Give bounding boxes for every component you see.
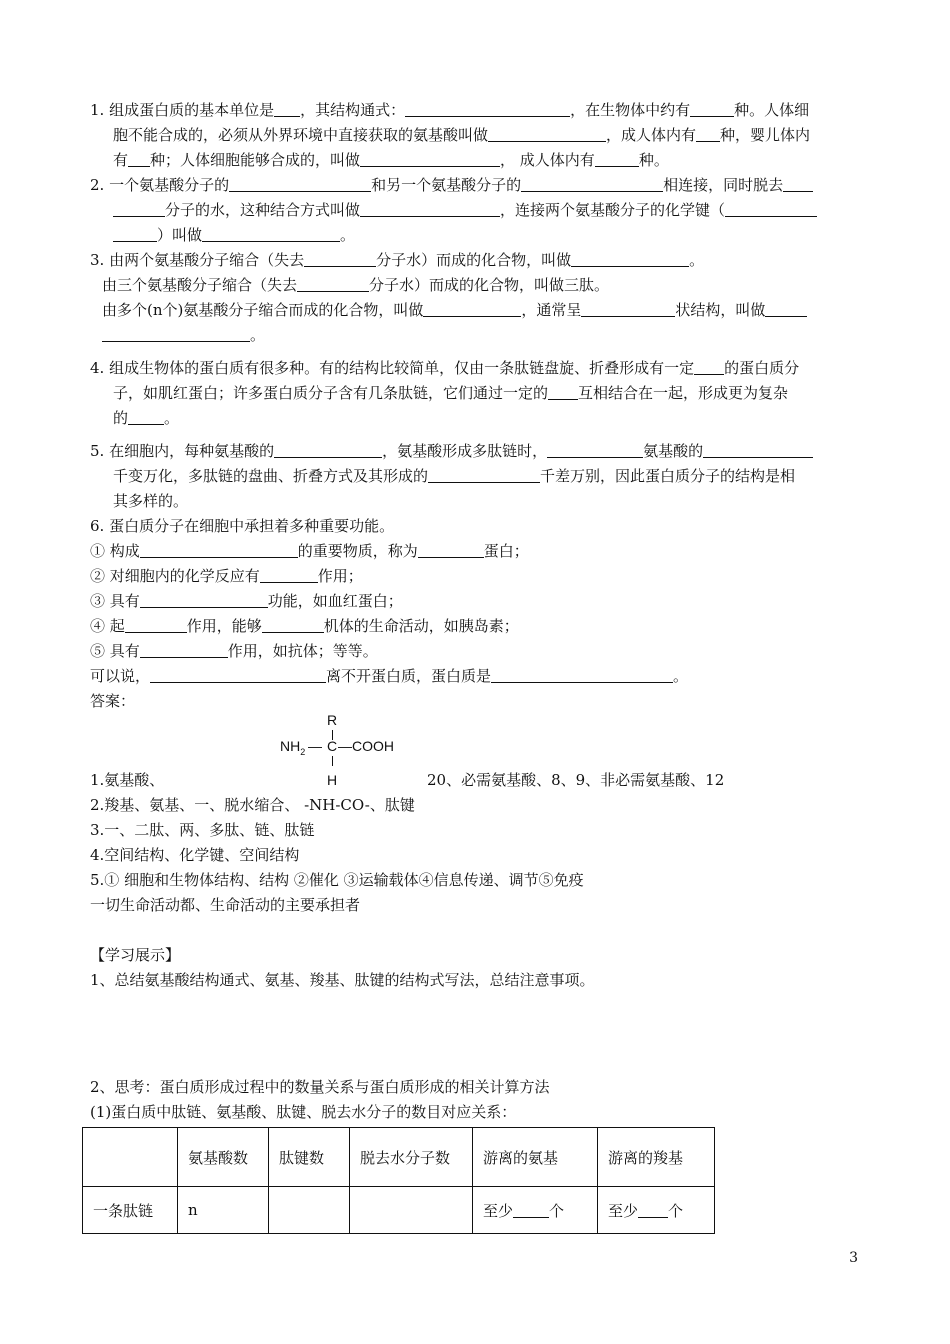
table-cell[interactable] [269, 1187, 350, 1234]
blank[interactable] [703, 441, 813, 458]
blank[interactable] [491, 666, 673, 683]
blank[interactable] [423, 300, 521, 317]
question-6-item-5: ⑤ 具有 作用，如抗体；等等。 [90, 642, 378, 660]
amino-acid-formula [90, 714, 865, 768]
blank[interactable] [405, 100, 570, 117]
blank[interactable] [581, 300, 675, 317]
blank[interactable] [274, 100, 300, 117]
blank[interactable] [113, 200, 165, 217]
question-6-item-3: ③ 具有 功能，如血红蛋白； [90, 592, 403, 610]
blank[interactable] [571, 250, 689, 267]
blank[interactable] [638, 1201, 668, 1218]
table-header-cell: 脱去水分子数 [350, 1128, 473, 1187]
section-question-2: 2、思考：蛋白质形成过程中的数量关系与蛋白质形成的相关计算方法 [90, 1078, 550, 1096]
formula-cooh: —COOH [338, 738, 394, 754]
section-question-1: 1、总结氨基酸结构通式、氨基、羧基、肽键的结构式写法，总结注意事项。 [90, 971, 595, 989]
blank[interactable] [274, 441, 382, 458]
question-3: 3. 由两个氨基酸分子缩合（失去 分子水）而成的化合物，叫做 。 [90, 251, 705, 269]
table-cell: 一条肽链 [83, 1187, 178, 1234]
blank[interactable] [140, 641, 228, 658]
formula-r: R [327, 712, 338, 728]
blank[interactable] [690, 100, 734, 117]
blank[interactable] [595, 150, 639, 167]
table-header-cell [83, 1128, 178, 1187]
blank[interactable] [125, 616, 187, 633]
table-cell: 至少 个 [598, 1187, 715, 1234]
blank[interactable] [140, 541, 298, 558]
formula-nh2: $NH_2$ [280, 738, 306, 757]
document-page [90, 98, 865, 1234]
blank[interactable] [229, 175, 371, 192]
blank[interactable] [521, 175, 663, 192]
question-6-summary: 可以说， 离不开蛋白质，蛋白质是 。 [90, 667, 689, 685]
question-4: 4. 组成生物体的蛋白质有很多种。有的结构比较简单，仅由一条肽链盘旋、折叠形成有一定 的蛋白质分 子，如肌红蛋白；许多蛋白质分子含有几条肽链，它们通过一定的 互相结合在一起，形成更为复杂 的 。 [90, 359, 800, 427]
question-6-item-1: ① 构成 的重要物质，称为 蛋白； [90, 542, 529, 560]
table-header-cell: 游离的羧基 [598, 1128, 715, 1187]
blank[interactable] [262, 616, 324, 633]
formula-dash: — [308, 738, 322, 754]
table-cell: 至少 个 [473, 1187, 598, 1234]
table-cell: n [178, 1187, 269, 1234]
table-header-cell: 游离的氨基 [473, 1128, 598, 1187]
blank[interactable] [113, 225, 157, 242]
answer-6: 一切生命活动都、生命活动的主要承担者 [90, 896, 361, 914]
blank[interactable] [725, 200, 817, 217]
page-number: 3 [849, 1250, 858, 1266]
blank[interactable] [297, 275, 369, 292]
answer-1: 1.氨基酸、 H 20、必需氨基酸、8、9、非必需氨基酸、12 [90, 768, 865, 793]
section-question-2-sub: (1)蛋白质中肽链、氨基酸、肽键、脱去水分子的数目对应关系： [90, 1103, 517, 1121]
formula-c: C [327, 738, 338, 754]
table-header-row [83, 1128, 715, 1187]
blank[interactable] [102, 325, 250, 342]
blank[interactable] [513, 1201, 549, 1218]
formula-bond-bottom [332, 756, 333, 766]
blank[interactable] [260, 566, 318, 583]
answer-3: 3.一、二肽、两、多肽、链、肽链 [90, 821, 315, 839]
answer-2: 2.羧基、氨基、一、脱水缩合、 -NH-CO-、肽键 [90, 796, 415, 814]
question-3-line-2: 由三个氨基酸分子缩合（失去 分子水）而成的化合物，叫做三肽。 [102, 276, 610, 294]
blank[interactable] [428, 466, 540, 483]
question-1: 1. 组成蛋白质的基本单位是 ，其结构通式： ，在生物体中约有 种。人体细 胞不能合成的，必须从外界环境中直接获取的氨基酸叫做 ，成人体内有 种，婴儿体内 有 种；人体细胞能够合成的，叫做 ， 成人体内有 种。 [90, 101, 811, 169]
table-header-cell: 氨基酸数 [178, 1128, 269, 1187]
table-row [83, 1187, 715, 1234]
blank[interactable] [783, 175, 813, 192]
blank[interactable] [694, 358, 724, 375]
blank[interactable] [547, 441, 643, 458]
question-6-title: 6. 蛋白质分子在细胞中承担着多种重要功能。 [90, 517, 395, 535]
blank[interactable] [360, 150, 500, 167]
blank[interactable] [140, 591, 268, 608]
blank[interactable] [488, 125, 606, 142]
blank[interactable] [696, 125, 720, 142]
blank[interactable] [418, 541, 484, 558]
question-3-line-3: 由多个(n个)氨基酸分子缩合而成的化合物，叫做 ，通常呈 状结构，叫做 。 [90, 298, 865, 348]
section-heading: 【学习展示】 [90, 946, 181, 964]
table-header-cell: 肽键数 [269, 1128, 350, 1187]
blank[interactable] [765, 300, 807, 317]
blank[interactable] [304, 250, 376, 267]
answer-5: 5.① 细胞和生物体结构、结构 ②催化 ③运输载体④信息传递、调节⑤免疫 [90, 871, 584, 889]
question-5: 5. 在细胞内，每种氨基酸的 ，氨基酸形成多肽链时， 氨基酸的 千变万化，多肽链的盘曲、折叠方式及其形成的 千差万别，因此蛋白质分子的结构是相 其多样的。 [90, 439, 865, 514]
question-6-item-4: ④ 起 作用，能够 机体的生命活动，如胰岛素； [90, 617, 519, 635]
answers-title: 答案： [90, 692, 136, 710]
blank[interactable] [202, 225, 340, 242]
correspondence-table [82, 1127, 715, 1234]
table-cell[interactable] [350, 1187, 473, 1234]
blank[interactable] [548, 383, 578, 400]
blank[interactable] [360, 200, 500, 217]
blank[interactable] [128, 150, 150, 167]
blank[interactable] [128, 408, 164, 425]
blank[interactable] [150, 666, 326, 683]
question-6-item-2: ② 对细胞内的化学反应有 作用； [90, 567, 363, 585]
formula-h: H [327, 772, 338, 788]
answer-4: 4.空间结构、化学键、空间结构 [90, 846, 300, 864]
question-2: 2. 一个氨基酸分子的 和另一个氨基酸分子的 相连接，同时脱去 分子的水，这种结合方式叫做 ，连接两个氨基酸分子的化学键（ ）叫做 。 [90, 173, 865, 248]
